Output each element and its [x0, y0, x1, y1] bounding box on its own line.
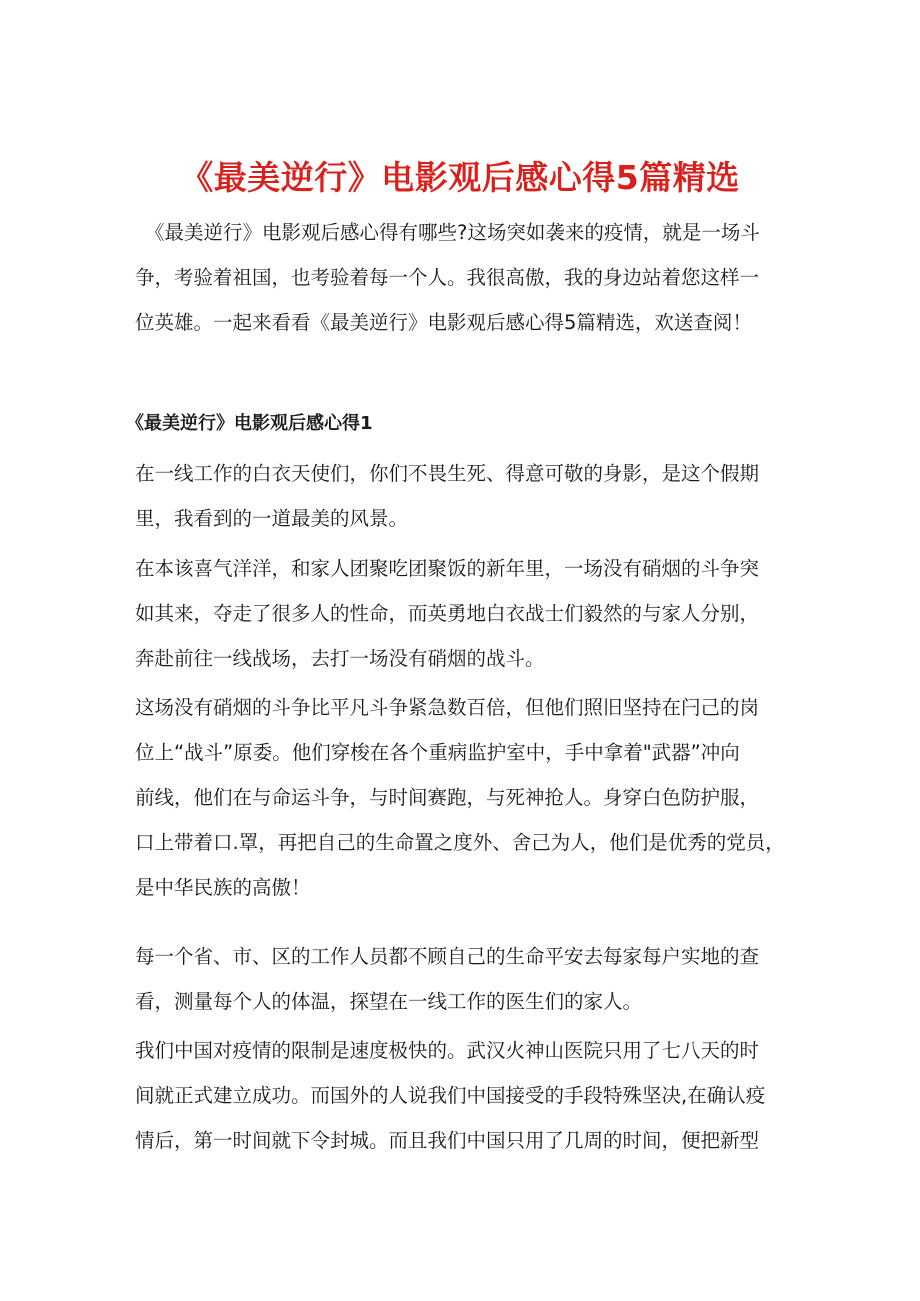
paragraph-line: 是中华民族的高傲！	[135, 876, 311, 899]
paragraph-line: 情后，第一时间就下令封城。而且我们中国只用了几周的时间，便把新型	[135, 1129, 760, 1152]
paragraph-line: 间就正式建立成功。而国外的人说我们中国接受的手段特殊坚决,在确认疫	[135, 1084, 766, 1107]
paragraph-line: 奔赴前往一线战场，去打一场没有硝烟的战斗。	[135, 647, 545, 670]
intro-paragraph	[135, 210, 795, 345]
paragraph-line: 这场没有硝烟的斗争比平凡斗争紧急数百倍，但他们照旧坚持在闩己的岗	[135, 696, 760, 719]
paragraph-line: 在本该喜气洋洋，和家人团聚吃团聚饭的新年里，一场没有硝烟的斗争突	[135, 557, 760, 580]
intro-line: 争，考验着祖国，也考验着每一个人。我很高傲，我的身边站着您这样一	[135, 266, 760, 289]
paragraph-line: 前线，他们在与命运斗争，与时间赛跑，与死神抢人。身穿白色防护服，	[135, 786, 760, 809]
intro-line: 《最美逆行》电影观后感心得有哪些?这场突如袭来的疫情，就是一场斗	[145, 221, 760, 244]
paragraph-line: 我们中国对疫情的限制是速度极快的。武汉火神山医院只用了七八天的时	[135, 1039, 760, 1062]
paragraph-line: 里，我看到的一道最美的风景。	[135, 507, 409, 530]
body-paragraph	[135, 934, 795, 1024]
body-paragraph	[135, 1028, 795, 1163]
paragraph-line: 每一个省、市、区的工作人员都不顾自己的生命平安去每家每户实地的查	[135, 945, 760, 968]
body-paragraph	[135, 546, 795, 681]
paragraph-line: 看，测量每个人的体温，探望在一线工作的医生们的家人。	[135, 990, 643, 1013]
body-paragraph	[135, 451, 795, 541]
paragraph-line: 口上带着口.罩，再把自己的生命置之度外、舍己为人，他们是优秀的党员，	[135, 831, 785, 854]
section-heading: 《最美逆行》电影观后感心得1	[126, 413, 373, 434]
document-title: 《最美逆行》电影观后感心得5篇精选	[180, 158, 740, 198]
paragraph-line: 位上“战斗”原委。他们穿梭在各个重病监护室中，手中拿着"武器”冲向	[135, 741, 740, 764]
intro-line: 位英雄。一起来看看《最美逆行》电影观后感心得5篇精选，欢送查阅！	[135, 311, 752, 334]
paragraph-line: 在一线工作的白衣天使们，你们不畏生死、得意可敬的身影，是这个假期	[135, 462, 760, 485]
paragraph-line: 如其来，夺走了很多人的性命，而英勇地白衣战士们毅然的与家人分别，	[135, 602, 760, 625]
body-paragraph	[135, 685, 795, 910]
